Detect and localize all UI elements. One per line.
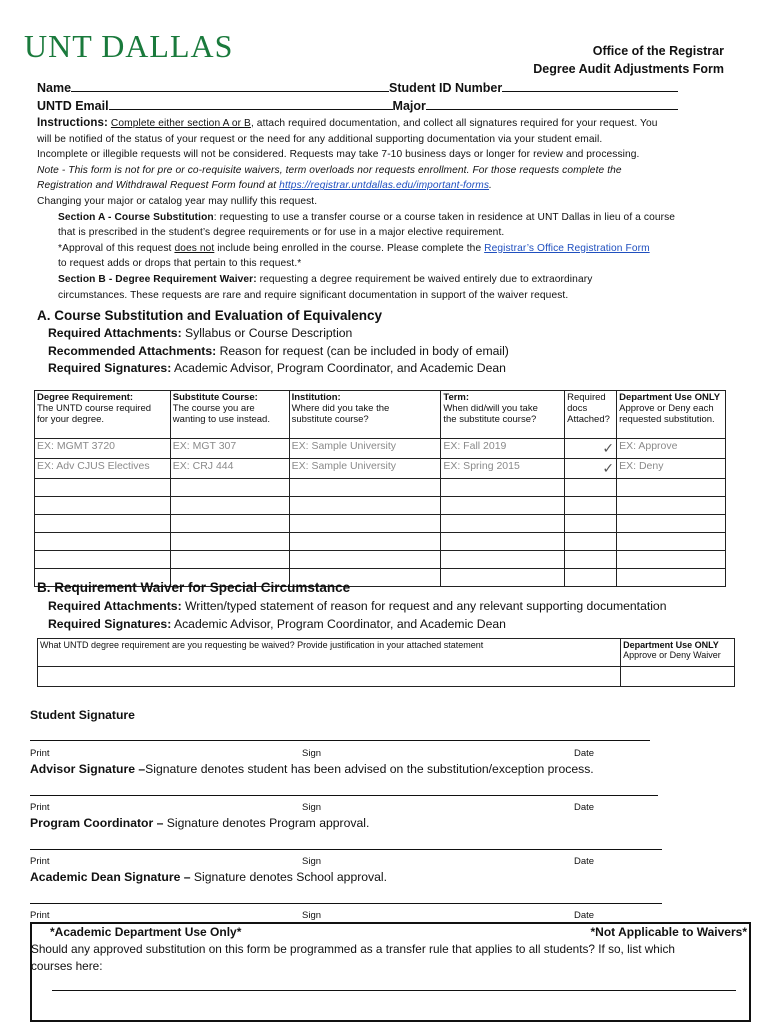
instructions-line1: , attach required documentation, and collect all signatures required for your request. You (250, 118, 658, 129)
print-label: Print (30, 748, 50, 759)
table-row-empty[interactable] (35, 515, 726, 533)
table-row-empty[interactable] (35, 479, 726, 497)
example-inst-cell: EX: Sample University (289, 439, 441, 459)
example-req-cell: EX: Adv CJUS Electives (35, 459, 171, 479)
note-line2-end: . (489, 180, 492, 192)
instructions-label: Instructions: (37, 117, 108, 129)
section-a-text1: : requesting to use a transfer course or a course taken in residence at UNT Dallas in lieu of a course (213, 211, 676, 223)
print-label: Print (30, 910, 50, 921)
b-signatures-value: Academic Advisor, Program Coordinator, and Academic Dean (171, 616, 506, 631)
major-label: Major (392, 99, 426, 113)
section-b-text2: circumstances. These requests are rare and require significant documentation in support of the waiver request. (58, 289, 569, 301)
student-signature-line[interactable] (30, 740, 650, 741)
department-use-box (30, 922, 751, 1022)
name-input-line[interactable] (71, 80, 389, 92)
complete-either-text: Complete either section A or B (110, 118, 251, 129)
section-b-requirements (48, 598, 667, 633)
checkmark-icon: ✓ (565, 459, 617, 479)
registration-form-link[interactable]: Registrar’s Office Registration Form (484, 242, 650, 254)
table-header-row (35, 391, 726, 439)
transfer-rule-question: Should any approved substitution on this form be programmed as a transfer rule that applies to all students? If so, list which courses here: (31, 942, 675, 973)
major-input-line[interactable] (426, 98, 678, 110)
instructions-block (37, 116, 727, 303)
sign-label: Sign (302, 910, 322, 921)
dept-use-only-label: *Academic Department Use Only* (50, 925, 242, 939)
waiver-table (37, 638, 735, 687)
office-name: Office of the Registrar (592, 44, 724, 58)
approval-line2: to request adds or drops that pertain to this request.* (58, 258, 302, 270)
note-line2: Registration and Withdrawal Request Form found at (37, 180, 280, 192)
student-id-input-line[interactable] (502, 80, 678, 92)
advisor-signature-label: Advisor Signature –Signature denotes student has been advised on the substitution/exception process. (30, 762, 594, 776)
required-attachments-value: Syllabus or Course Description (181, 326, 353, 340)
instructions-line2: will be notified of the status of your request or the need for any additional supporting documentation via your student email. (37, 133, 603, 145)
waiver-input-row[interactable] (38, 667, 735, 687)
substitution-table (34, 390, 726, 587)
date-label: Date (574, 856, 595, 867)
student-id-label: Student ID Number (389, 81, 503, 95)
email-row (37, 98, 678, 113)
email-input-line[interactable] (109, 98, 393, 110)
example-sub-cell: EX: MGT 307 (170, 439, 289, 459)
header-degree-requirement: Degree Requirement: The UNTD course required for your degree. (35, 391, 171, 439)
coordinator-signature-label: Program Coordinator – Signature denotes Program approval. (30, 816, 370, 830)
table-row (35, 439, 726, 459)
important-forms-link[interactable]: https://registrar.untdallas.edu/important-forms (279, 180, 490, 192)
example-dept-cell: EX: Deny (617, 459, 726, 479)
section-a-title: A. Course Substitution and Evaluation of Equivalency (37, 308, 383, 323)
dean-signature-line[interactable] (30, 903, 662, 904)
print-label: Print (30, 802, 50, 813)
sign-label: Sign (302, 748, 322, 759)
section-b-label: Section B - Degree Requirement Waiver: (58, 273, 257, 285)
table-row-empty[interactable] (35, 533, 726, 551)
dean-signature-label: Academic Dean Signature – Signature denotes School approval. (30, 870, 388, 884)
unt-dallas-logo: UNT DALLAS (24, 28, 234, 64)
section-a-requirements (48, 325, 509, 378)
catalog-note: Changing your major or catalog year may nullify this request. (37, 195, 318, 207)
table-row-empty[interactable] (35, 551, 726, 569)
name-label: Name (37, 81, 72, 95)
recommended-attachments-label: Recommended Attachments: (48, 343, 217, 358)
recommended-attachments-value: Reason for request (can be included in body of email) (216, 343, 509, 358)
example-req-cell: EX: MGMT 3720 (35, 439, 171, 459)
student-signature-label: Student Signature (30, 708, 135, 722)
header-department-use: Department Use ONLY Approve or Deny each requested substitution. (617, 391, 726, 439)
date-label: Date (574, 802, 595, 813)
does-not-text: does not (174, 242, 215, 254)
sign-label: Sign (302, 802, 322, 813)
header-substitute-course: Substitute Course: The course you are wanting to use instead. (170, 391, 289, 439)
required-attachments-label: Required Attachments: (48, 326, 182, 340)
instructions-line3: Incomplete or illegible requests will not be considered. Requests may take 7-10 business days or longer for review and processing. (37, 149, 640, 161)
email-label: UNTD Email (37, 99, 109, 113)
courses-input-line[interactable] (52, 990, 736, 991)
header-required-docs: Required docs Attached? (565, 391, 617, 439)
coordinator-signature-line[interactable] (30, 849, 662, 850)
date-label: Date (574, 910, 595, 921)
required-signatures-label: Required Signatures: (48, 361, 172, 376)
example-inst-cell: EX: Sample University (289, 459, 441, 479)
required-signatures-value: Academic Advisor, Program Coordinator, and Academic Dean (171, 361, 506, 376)
note-line1: Note - This form is not for pre or co-requisite waivers, term overloads nor requests enrollment. For those requests complete the (37, 164, 622, 176)
print-label: Print (30, 856, 50, 867)
table-row (35, 459, 726, 479)
b-signatures-label: Required Signatures: (48, 616, 172, 631)
b-attachments-value: Written/typed statement of reason for request and any relevant supporting documentation (181, 599, 667, 613)
header-term: Term: When did/will you take the substitute course? (441, 391, 565, 439)
sign-label: Sign (302, 856, 322, 867)
advisor-signature-line[interactable] (30, 795, 658, 796)
section-b-text1: requesting a degree requirement be waived entirely due to extraordinary (256, 273, 593, 285)
section-b-title: B. Requirement Waiver for Special Circumstance (37, 580, 351, 595)
checkmark-icon: ✓ (565, 439, 617, 459)
example-term-cell: EX: Spring 2015 (441, 459, 565, 479)
approval-note: *Approval of this request (58, 242, 175, 254)
form-title: Degree Audit Adjustments Form (533, 62, 724, 76)
name-row (37, 80, 678, 95)
section-a-label: Section A - Course Substitution (58, 211, 214, 223)
header-institution: Institution: Where did you take the substitute course? (289, 391, 441, 439)
waiver-question: What UNTD degree requirement are you requesting be waived? Provide justification in your attached statement (38, 639, 621, 667)
example-sub-cell: EX: CRJ 444 (170, 459, 289, 479)
b-attachments-label: Required Attachments: (48, 599, 182, 613)
approval-note-cont: include being enrolled in the course. Please complete the (214, 242, 485, 254)
example-term-cell: EX: Fall 2019 (441, 439, 565, 459)
waiver-dept-header: Department Use ONLY Approve or Deny Waiver (621, 639, 735, 667)
table-row-empty[interactable] (35, 497, 726, 515)
not-applicable-label: *Not Applicable to Waivers* (590, 925, 747, 939)
section-a-text2: that is prescribed in the student’s degree requirements or for use in a major elective requirement. (58, 227, 505, 239)
date-label: Date (574, 748, 595, 759)
example-dept-cell: EX: Approve (617, 439, 726, 459)
